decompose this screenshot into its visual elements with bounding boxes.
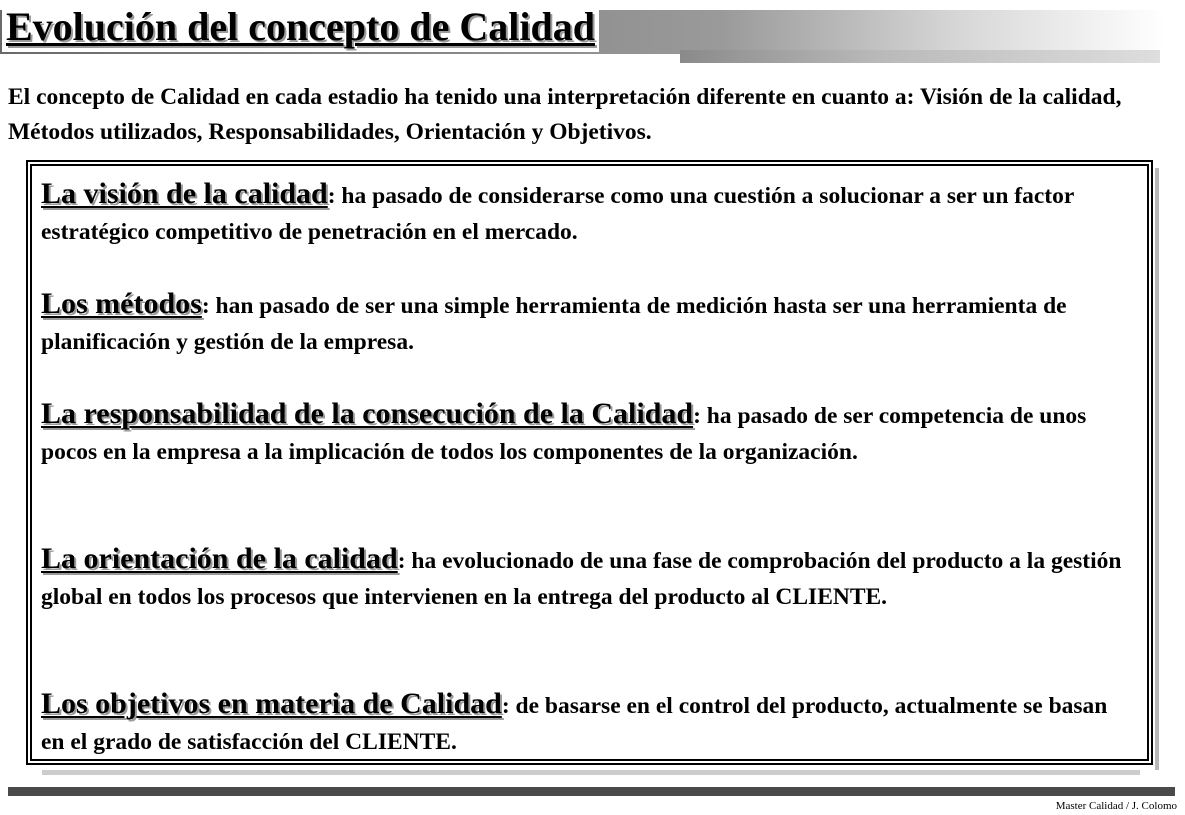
- concept-heading: Los métodos: [41, 287, 202, 320]
- concept-text: : ha evolucionado de una fase de comprobación del producto a la gestión global en todos los procesos que intervienen en la entrega del producto al CLIENTE.: [41, 548, 1122, 610]
- page-title: Evolución del concepto de Calidad: [6, 4, 595, 49]
- concept-text: : ha pasado de considerarse como una cuestión a solucionar a ser un factor estratégico competitivo de penetración en el mercado.: [41, 183, 1074, 245]
- concept-text: : han pasado de ser una simple herramienta de medición hasta ser una herramienta de planificación y gestión de la empresa.: [41, 293, 1067, 355]
- concept-heading: La orientación de la calidad: [41, 542, 398, 575]
- content-box-shadow-bottom: [42, 770, 1140, 775]
- concept-text: : ha pasado de ser competencia de unos pocos en la empresa a la implicación de todos los componentes de la organización.: [41, 403, 1087, 465]
- content-box: [26, 160, 1153, 765]
- concept-item-objectives: [41, 686, 1131, 760]
- footer-credit: Master Calidad / J. Colomo: [1055, 800, 1177, 812]
- intro-paragraph: El concepto de Calidad en cada estadio ha tenido una interpretación diferente en cuanto a: Visión de la calidad, Métodos utilizados, Responsabilidades, Orientación y Objetivos.: [8, 84, 1122, 145]
- concept-item-responsibility: [41, 396, 1131, 470]
- concept-item-methods: [41, 286, 1131, 360]
- concept-heading: La visión de la calidad: [41, 177, 328, 210]
- content-box-shadow-right: [1155, 168, 1159, 770]
- concept-item-orientation: [41, 541, 1131, 615]
- concept-heading: Los objetivos en materia de Calidad: [41, 687, 502, 720]
- concept-item-vision: [41, 176, 1131, 250]
- concept-heading: La responsabilidad de la consecución de la Calidad: [41, 397, 694, 430]
- footer-bar: [8, 787, 1175, 796]
- concept-text: : de basarse en el control del producto, actualmente se basan en el grado de satisfacción del CLIENTE.: [41, 693, 1108, 755]
- title-gradient-underbar: [680, 50, 1160, 63]
- title-container: [2, 4, 599, 52]
